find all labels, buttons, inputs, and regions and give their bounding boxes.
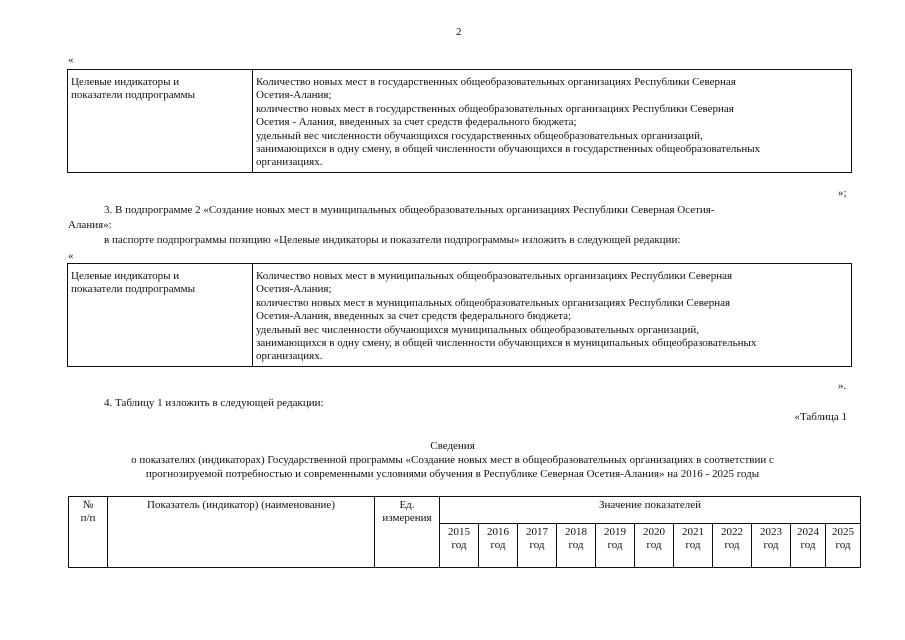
passport-label-cell-2 (68, 264, 253, 367)
content-line: Количество новых мест в муниципальных общеобразовательных организациях Республики Северная (256, 270, 733, 282)
header-indicator-name: Показатель (индикатор) (наименование) (108, 497, 375, 568)
content-line: Осетия-Алания; (256, 89, 332, 102)
paragraph-3-line-1: 3. В подпрограмме 2 «Создание новых мест в муниципальных общеобразовательных организациях Республики Северная Осетия- (104, 204, 715, 216)
year-cell-2023 (752, 524, 791, 568)
passport-content-cell-2 (253, 264, 852, 367)
open-quote-1: « (68, 54, 74, 66)
year-value: 2016 (487, 526, 509, 538)
content-line: организациях. (256, 350, 323, 363)
year-suffix: год (451, 539, 467, 551)
indicators-table (68, 496, 861, 568)
header-values: Значение показателей (440, 497, 861, 524)
year-cell-2024 (791, 524, 826, 568)
content-line: количество новых мест в государственных общеобразовательных организациях Республики Северная (256, 102, 734, 115)
section-subtitle-line-1: о показателях (индикаторах) Государственной программы «Создание новых мест в общеобразовательных организациях в соответствии с (131, 454, 774, 466)
content-line: организациях. (256, 156, 323, 169)
year-value: 2019 (604, 526, 626, 538)
close-quote-2: ». (838, 380, 847, 392)
section-title: Сведения (430, 440, 475, 452)
year-cell-2020 (635, 524, 674, 568)
header-unit-line: измерения (382, 512, 432, 524)
header-unit-line: Ед. (399, 499, 415, 511)
year-suffix: год (490, 539, 506, 551)
header-unit (375, 497, 440, 568)
year-value: 2023 (760, 526, 782, 538)
year-cell-2018 (557, 524, 596, 568)
year-value: 2015 (448, 526, 470, 538)
header-number (69, 497, 108, 568)
content-line: удельный вес численности обучающихся муниципальных общеобразовательных организаций, (256, 323, 700, 336)
paragraph-3-line-2: Алания»: (68, 219, 112, 231)
year-value: 2020 (643, 526, 665, 538)
year-value: 2021 (682, 526, 704, 538)
year-value: 2025 (832, 526, 854, 538)
content-line: Осетия - Алания, введенных за счет средств федерального бюджета; (256, 116, 577, 129)
label-line: показатели подпрограммы (71, 89, 195, 102)
passport-table-1 (67, 69, 852, 173)
year-suffix: год (835, 539, 851, 551)
label-line: Целевые индикаторы и (71, 270, 180, 282)
table-number-label: «Таблица 1 (794, 411, 847, 423)
year-value: 2017 (526, 526, 548, 538)
year-suffix: год (724, 539, 740, 551)
year-cell-2019 (596, 524, 635, 568)
paragraph-4: 4. Таблицу 1 изложить в следующей редакции: (104, 397, 324, 409)
year-suffix: год (685, 539, 701, 551)
paragraph-3-line-3: в паспорте подпрограммы позицию «Целевые индикаторы и показатели подпрограммы» изложить в следующей редакции: (104, 234, 681, 246)
content-line: количество новых мест в муниципальных общеобразовательных организациях Республики Северная (256, 296, 731, 309)
year-suffix: год (529, 539, 545, 551)
content-line: удельный вес численности обучающихся государственных общеобразовательных организаций, (256, 129, 703, 142)
label-line: показатели подпрограммы (71, 283, 195, 296)
passport-content-cell-1 (253, 70, 852, 173)
year-suffix: год (568, 539, 584, 551)
open-quote-2: « (68, 250, 74, 262)
year-value: 2018 (565, 526, 587, 538)
passport-table-2 (67, 263, 852, 367)
content-line: занимающихся в одну смену, в общей численности обучающихся в государственных общеобразовательных (256, 143, 761, 156)
year-cell-2025 (826, 524, 861, 568)
content-line: Осетия-Алания; (256, 283, 332, 296)
header-number-line: п/п (80, 512, 96, 524)
header-number-line: № (82, 499, 94, 511)
content-line: занимающихся в одну смену, в общей численности обучающихся в муниципальных общеобразовательных (256, 337, 757, 350)
label-line: Целевые индикаторы и (71, 76, 180, 88)
content-line: Осетия-Алания, введенных за счет средств федерального бюджета; (256, 310, 572, 323)
year-value: 2022 (721, 526, 743, 538)
year-cell-2022 (713, 524, 752, 568)
year-cell-2021 (674, 524, 713, 568)
page-number: 2 (456, 26, 462, 38)
content-line: Количество новых мест в государственных общеобразовательных организациях Республики Северная (256, 76, 736, 88)
section-subtitle-line-2: прогнозируемой потребностью и современными условиями обучения в Республике Северная Осетия-Алания» на 2016 - 2025 годы (145, 468, 760, 480)
year-suffix: год (607, 539, 623, 551)
year-suffix: год (800, 539, 816, 551)
year-value: 2024 (797, 526, 819, 538)
passport-label-cell-1 (68, 70, 253, 173)
year-suffix: год (646, 539, 662, 551)
year-cell-2015 (440, 524, 479, 568)
year-cell-2016 (479, 524, 518, 568)
close-quote-1: »; (838, 187, 847, 199)
year-cell-2017 (518, 524, 557, 568)
year-suffix: год (763, 539, 779, 551)
